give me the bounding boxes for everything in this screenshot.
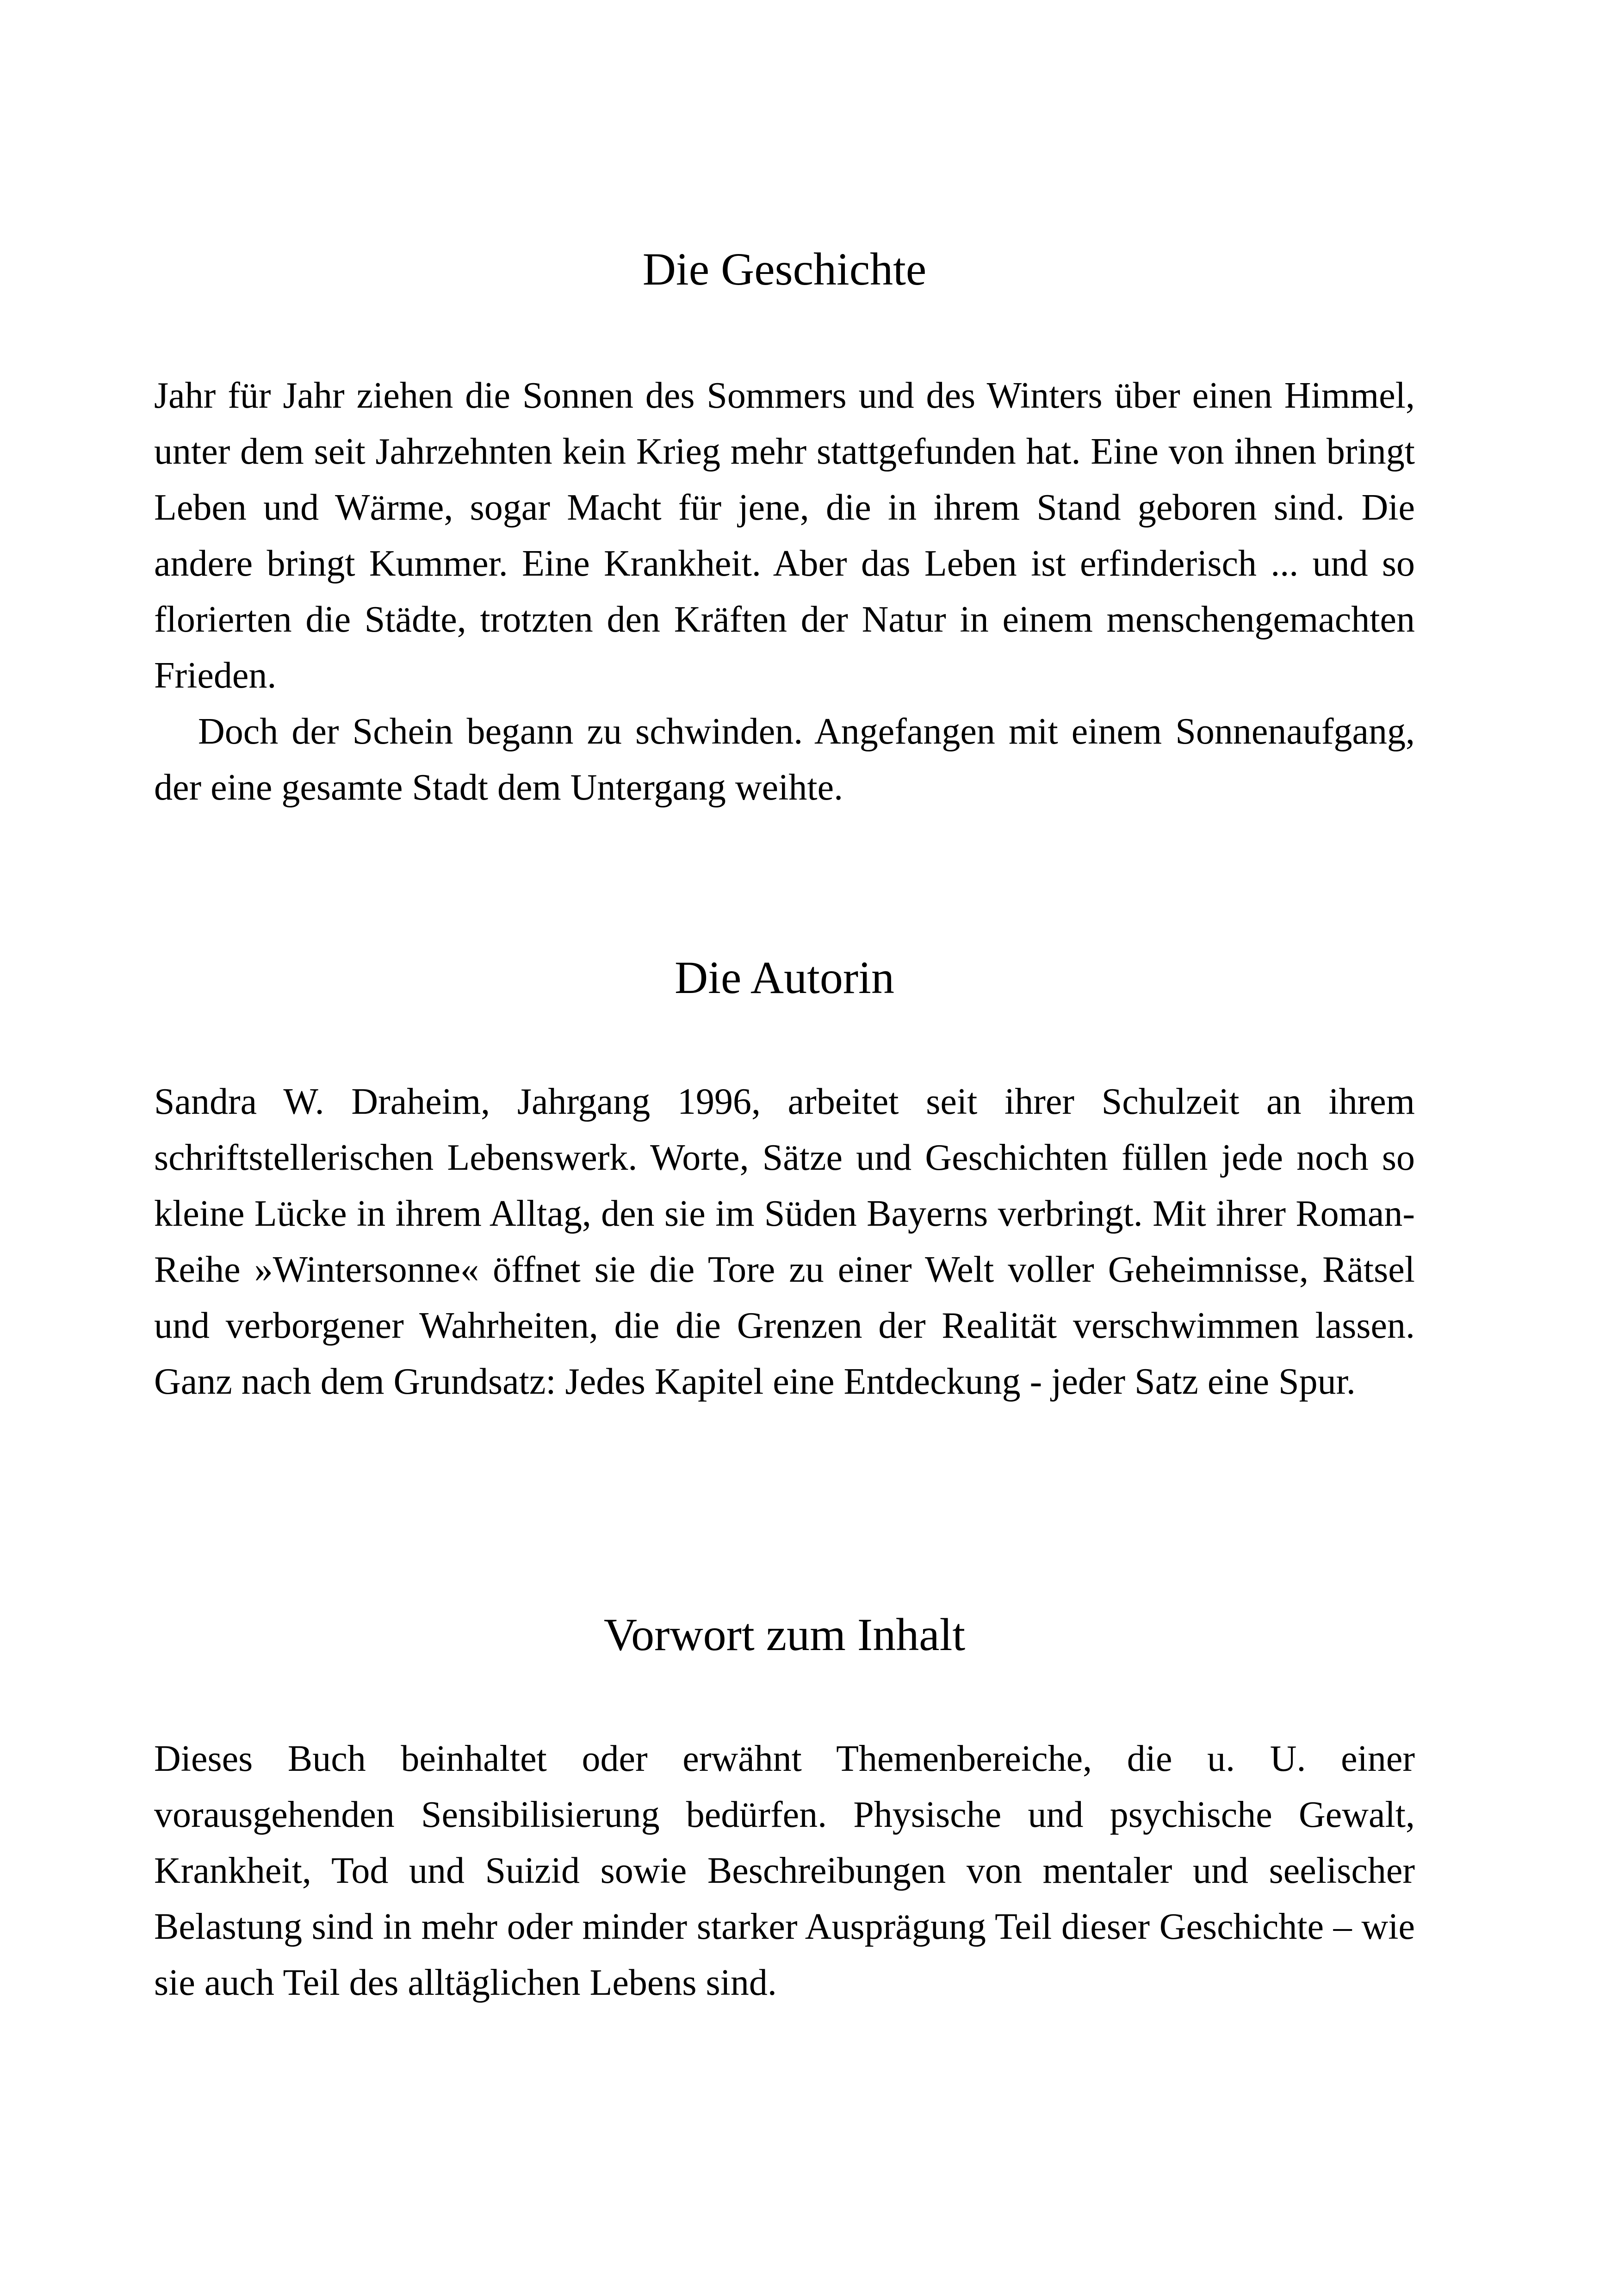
section-heading-story: Die Geschichte <box>642 243 927 295</box>
section-heading-author: Die Autorin <box>675 952 894 1003</box>
paragraph: Sandra W. Draheim, Jahrgang 1996, arbeitet seit ihrer Schulzeit an ihrem schriftstellerischen Lebenswerk. Worte, Sätze und Geschichten füllen jede noch so kleine Lücke in ihrem Alltag, den sie im Süden Bayerns verbringt. Mit ihrer Roman-Reihe »Wintersonne« öffnet sie die Tore zu einer Welt voller Geheimnisse, Rätsel und verborgener Wahrheiten, die die Grenzen der Realität verschwimmen lassen. Ganz nach dem Grundsatz: Jedes Kapitel eine Entdeckung - jeder Satz eine Spur. <box>154 1081 1415 1402</box>
section-heading-foreword: Vorwort zum Inhalt <box>603 1609 966 1660</box>
section-body-author <box>154 1074 1415 1410</box>
paragraph: Jahr für Jahr ziehen die Sonnen des Sommers und des Winters über einen Himmel, unter dem seit Jahrzehnten kein Krieg mehr stattgefunden hat. Eine von ihnen bringt Leben und Wärme, sogar Macht für jene, die in ihrem Stand geboren sind. Die andere bringt Kummer. Eine Krankheit. Aber das Leben ist erfinderisch ... und so florierten die Städte, trotzten den Kräften der Natur in einem menschengemachten Frieden. <box>154 375 1415 696</box>
paragraph: Dieses Buch beinhaltet oder erwähnt Themenbereiche, die u. U. einer vorausgehenden Sensibilisierung bedürfen. Physische und psychische Gewalt, Krankheit, Tod und Suizid sowie Beschreibungen von mentaler und seelischer Belastung sind in mehr oder minder starker Ausprägung Teil dieser Geschichte – wie sie auch Teil des alltäglichen Lebens sind. <box>154 1738 1415 2003</box>
section-story <box>154 242 1415 808</box>
paragraph: Doch der Schein begann zu schwinden. Angefangen mit einem Sonnenaufgang, der eine gesamte Stadt dem Untergang weihte. <box>154 711 1415 808</box>
section-body-story <box>154 368 1415 816</box>
section-author <box>154 950 1415 1402</box>
section-foreword <box>154 1607 1415 2003</box>
section-body-foreword <box>154 1731 1415 2011</box>
